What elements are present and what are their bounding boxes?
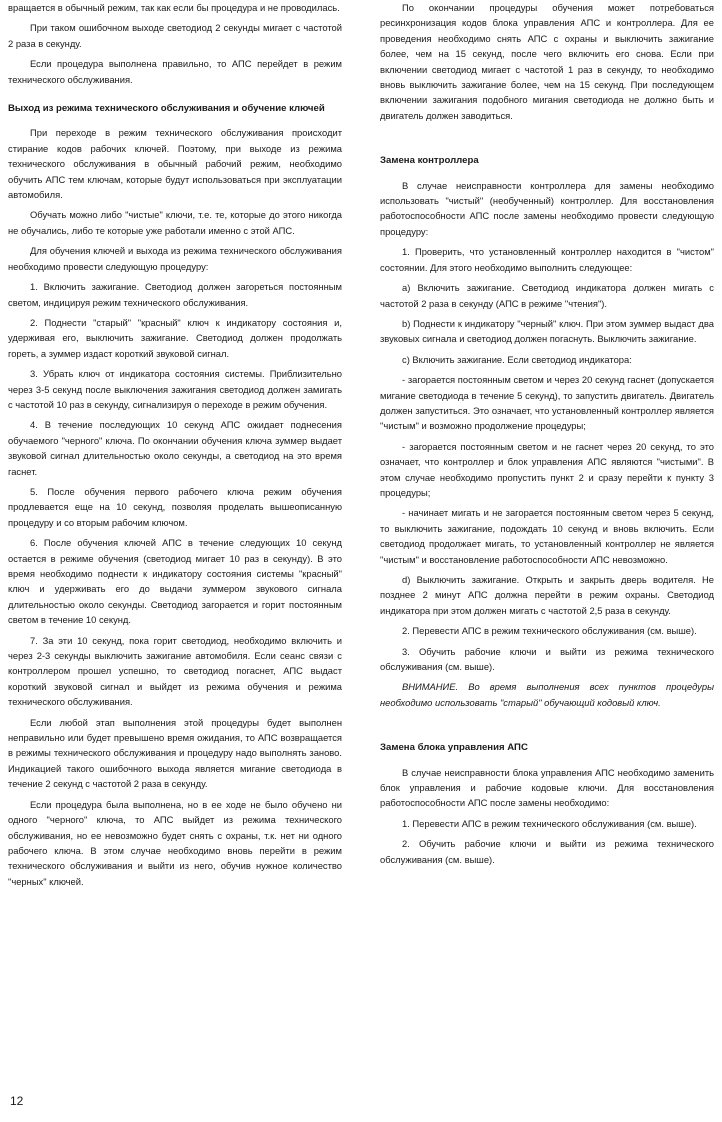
warning-note bbox=[380, 679, 714, 710]
paragraph: Если любой этап выполнения этой процедуры будет выполнен неправильно или будет превышено время ожидания, то АПС возвращается в режимы технического обслуживания и процедуру надо выполнять заново. Индикацией такого ошибочного выхода является мигание светодиода в течение 2 секунд с частотой 2 раза в секунду. bbox=[8, 716, 342, 790]
paragraph: b) Поднести к индикатору "черный" ключ. При этом зуммер выдаст два звуковых сигнала и светодиод должен погаснуть. Выключить зажигание. bbox=[380, 317, 714, 345]
right-column bbox=[380, 0, 714, 872]
page-number: 12 bbox=[10, 1094, 24, 1108]
paragraph: 3. Убрать ключ от индикатора состояния системы. Приблизительно через 3-5 секунд после выключения зажигания светодиод должен замигать с частотой 10 раз в секунду, сигнализируя о переходе в режим обучения. bbox=[8, 368, 342, 410]
paragraph: 1. Проверить, что установленный контроллер находится в "чистом" состоянии. Для этого необходимо выполнить следующее: bbox=[380, 246, 714, 273]
paragraph: d) Выключить зажигание. Открыть и закрыть дверь водителя. Не позднее 2 минут АПС должна перейти в режим охраны. Светодиод индикатора при этом должен мигать с частотой 2,5 раза в секунду. bbox=[380, 574, 714, 616]
paragraph: 7. За эти 10 секунд, пока горит светодиод, необходимо включить и через 2-3 секунды выключить зажигание автомобиля. Если сеанс связи с контроллером прошел успешно, то светодиод погаснет, АПС выдаст короткий звуковой сигнал и выйдет из режима обучения и режима технического обслуживания. bbox=[8, 634, 342, 708]
paragraph: 2. Перевести АПС в режим технического обслуживания (см. выше). bbox=[402, 625, 697, 637]
section-heading: Выход из режима технического обслуживания и обучение ключей bbox=[8, 103, 325, 115]
paragraph: 1. Включить зажигание. Светодиод должен загореться постоянным светом, индицируя режим технического обслуживания. bbox=[8, 281, 342, 308]
paragraph: В случае неисправности контроллера для замены необходимо использовать "чистый" (необученный) контроллер. Для восстановления работоспособности АПС после замены необходимо провести следующую процедуру: bbox=[380, 179, 714, 237]
paragraph: - загорается постоянным светом и через 20 секунд гаснет (допускается мигание светодиода в течение 5 секунд), то запустить двигатель. Двигатель должен запуститься. Это означает, что установленный контроллер является "чистым" и возможно продолжение процедуры; bbox=[380, 374, 714, 432]
left-column bbox=[8, 0, 342, 894]
paragraph: Если процедура была выполнена, но в ее ходе не было обучено ни одного "черного" ключа, то АПС выйдет из режима технического обслуживания, но ее невозможно будет снять с охраны, т.к. нет ни одного рабочего ключа. В этом случае необходимо вновь перейти в режим технического обслуживания и выйти из него, обучив нужное количество "черных" ключей. bbox=[8, 798, 342, 887]
paragraph: 2. Обучить рабочие ключи и выйти из режима технического обслуживания (см. выше). bbox=[380, 838, 714, 865]
section-heading: Замена блока управления АПС bbox=[380, 742, 528, 754]
paragraph: 4. В течение последующих 10 секунд АПС ожидает поднесения обучаемого "черного" ключа. По окончании обучения ключа зуммер выдает звуковой сигнал длительностью около секунды, а светодиод на это время гаснет. bbox=[8, 419, 342, 477]
paragraph: с) Включить зажигание. Если светодиод индикатора: bbox=[402, 353, 632, 365]
paragraph: В случае неисправности блока управления АПС необходимо заменить блок управления и рабочие кодовые ключи. Для восстановления работоспособности АПС после замены необходимо: bbox=[380, 766, 714, 809]
paragraph: 6. После обучения ключей АПС в течение следующих 10 секунд остается в режиме обучения (светодиод мигает 10 раз в секунду). В это время необходимо поднести к индикатору состояния системы "красный" ключ и удерживать его до выдачи зуммером звукового сигнала длительностью около секунды. Светодиод загорается и горит постоянным светом в течение 10 секунд. bbox=[8, 537, 342, 626]
paragraph: 2. Поднести "старый" "красный" ключ к индикатору состояния и, удерживая его, выключить зажигание. Светодиод должен продолжать гореть, а зуммер издаст короткий звуковой сигнал. bbox=[8, 316, 342, 359]
section-heading: Замена контроллера bbox=[380, 155, 479, 167]
paragraph: Если процедура выполнена правильно, то АПС перейдет в режим технического обслуживания. bbox=[8, 58, 342, 85]
paragraph: 5. После обучения первого рабочего ключа режим обучения продлевается еще на 10 секунд, позволяя проделать вышеописанную процедуру и со вторым рабочим ключом. bbox=[8, 485, 342, 528]
paragraph: При переходе в режим технического обслуживания происходит стирание кодов рабочих ключей. Поэтому, при выходе из режима технического обслуживания в обычный рабочий режим, необходимо обучить АПС тем ключам, которые будут использоваться при эксплуатации автомобиля. bbox=[8, 127, 342, 201]
warning-text: ВНИМАНИЕ. Во время выполнения всех пунктов процедуры необходимо использовать "старый" обучающий кодовый ключ. bbox=[380, 681, 714, 708]
paragraph: Для обучения ключей и выхода из режима технического обслуживания необходимо провести следующую процедуру: bbox=[8, 245, 342, 272]
paragraph: вращается в обычный режим, так как если бы процедура и не проводилась. bbox=[8, 2, 340, 13]
paragraph: Обучать можно либо "чистые" ключи, т.е. те, которые до этого никогда не обучались, либо те которые уже работали именно с этой АПС. bbox=[8, 209, 342, 236]
paragraph: - загорается постоянным светом и не гаснет через 20 секунд, то это означает, что контроллер и блок управления АПС являются "чистыми". В этом случае необходимо пропустить пункт 2 и сразу перейти к пункту 3 процедуры; bbox=[380, 440, 714, 498]
paragraph: а) Включить зажигание. Светодиод индикатора должен мигать с частотой 2 раза в секунду (АПС в режиме "чтения"). bbox=[380, 282, 714, 309]
paragraph: - начинает мигать и не загорается постоянным светом через 5 секунд, то выключить зажигание, подождать 10 секунд и вновь включить. Если светодиод продолжает мигать, то установленный контроллер не является "чистым" и восстановление работоспособности АПС невозможно. bbox=[380, 507, 714, 565]
paragraph: При таком ошибочном выходе светодиод 2 секунды мигает с частотой 2 раза в секунду. bbox=[8, 22, 342, 49]
paragraph: 1. Перевести АПС в режим технического обслуживания (см. выше). bbox=[402, 817, 697, 829]
paragraph: По окончании процедуры обучения может потребоваться ресинхронизация кодов блока управления АПС и контроллера. Для ее проведения необходимо снять АПС с охраны и выключить зажигание более, чем на 15 секунд, после чего включить его снова. Если при включении светодиод мигает с частотой 1 раз в секунду, то необходимо вновь выключить зажигание более, чем на 15 секунд. При последующем включении зажигания подобного мигания светодиода не должно быть и двигатель должен заводиться. bbox=[380, 2, 714, 121]
paragraph: 3. Обучить рабочие ключи и выйти из режима технического обслуживания (см. выше). bbox=[380, 645, 714, 673]
